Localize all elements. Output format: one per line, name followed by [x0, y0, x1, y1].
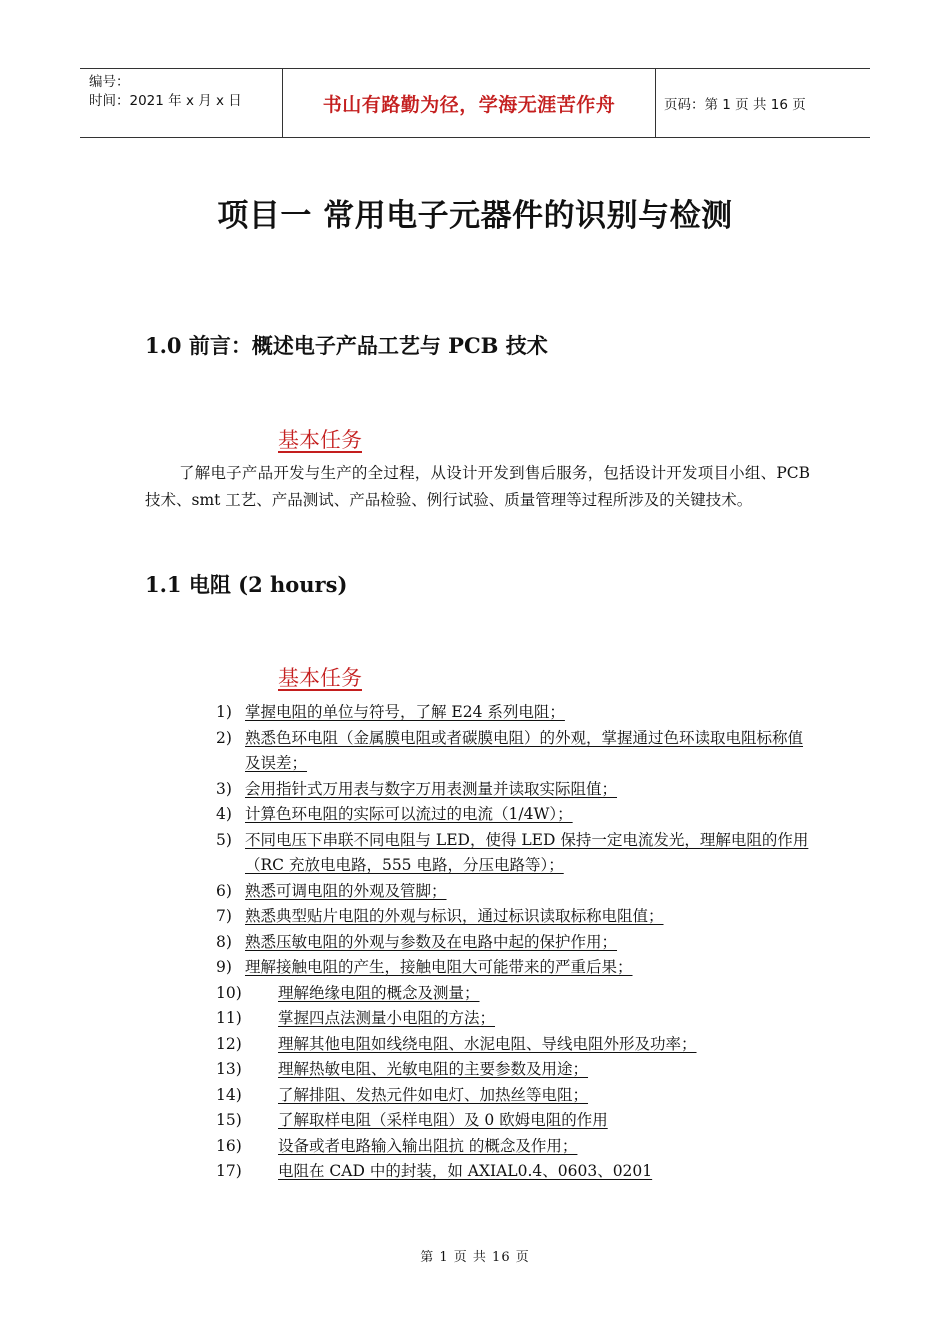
item-text: 设备或者电路输入输出阻抗 的概念及作用； [278, 1136, 578, 1155]
page-footer: 第 1 页 共 16 页 [420, 1250, 530, 1265]
list-item [216, 700, 816, 726]
item-text: 不同电压下串联不同电阻与 LED，使得 LED 保持一定电流发光，理解电阻的作用（RC 充放电电路，555 电路，分压电路等）； [245, 830, 809, 874]
section-1-0-task-heading: 基本任务 [278, 428, 362, 452]
list-item [216, 726, 816, 777]
item-text: 理解绝缘电阻的概念及测量； [278, 983, 480, 1002]
list-item [216, 828, 816, 879]
item-number: 1) [216, 703, 232, 721]
item-number: 10) [216, 983, 242, 1002]
list-item [216, 981, 816, 1007]
item-text: 掌握电阻的单位与符号，了解 E24 系列电阻； [245, 703, 565, 721]
item-text: 熟悉压敏电阻的外观与参数及在电路中起的保护作用； [245, 932, 618, 951]
item-number: 6) [216, 881, 232, 900]
item-text: 会用指针式万用表与数字万用表测量并读取实际阻值； [245, 779, 618, 798]
item-number: 8) [216, 932, 232, 951]
item-number: 9) [216, 958, 232, 976]
time-label: 时间：2021 年 x 月 x 日 [89, 93, 242, 109]
header-info-cell [80, 69, 282, 137]
item-text: 理解热敏电阻、光敏电阻的主要参数及用途； [278, 1060, 589, 1078]
item-text: 了解取样电阻（采样电阻）及 0 欧姆电阻的作用 [278, 1111, 608, 1129]
section-1-0-paragraph: 了解电子产品开发与生产的全过程，从设计开发到售后服务，包括设计开发项目小组、PCB 技术、smt 工艺、产品测试、产品检验、例行试验、质量管理等过程所涉及的关键技术。 [145, 464, 810, 509]
item-text: 了解排阻、发热元件如电灯、加热丝等电阻； [278, 1085, 589, 1104]
item-number: 17) [216, 1162, 242, 1180]
section-1-1-task-heading: 基本任务 [278, 666, 362, 690]
list-item [216, 1006, 816, 1032]
item-text: 理解接触电阻的产生，接触电阻大可能带来的严重后果； [245, 958, 633, 976]
item-number: 14) [216, 1085, 242, 1104]
item-text: 熟悉典型贴片电阻的外观与标识，通过标识读取标称电阻值； [245, 907, 664, 925]
item-number: 4) [216, 805, 232, 823]
list-item [216, 955, 816, 981]
task-list [216, 700, 816, 1185]
header-page-cell [664, 69, 870, 137]
list-item [216, 802, 816, 828]
document-title: 项目一 常用电子元器件的识别与检测 [217, 198, 733, 234]
page-label: 页码：第 1 页 共 16 页 [664, 97, 806, 113]
item-text: 熟悉可调电阻的外观及管脚； [245, 881, 447, 900]
header-table [80, 68, 870, 138]
item-number: 12) [216, 1034, 242, 1053]
list-item [216, 879, 816, 905]
item-number: 15) [216, 1111, 242, 1129]
list-item [216, 930, 816, 956]
header-motto-cell [282, 69, 656, 137]
section-1-0-heading: 1.0 前言：概述电子产品工艺与 PCB 技术 [145, 333, 548, 358]
item-number: 7) [216, 907, 232, 925]
list-item [216, 777, 816, 803]
list-item [216, 1108, 816, 1134]
list-item [216, 1134, 816, 1160]
item-text: 电阻在 CAD 中的封装，如 AXIAL0.4、0603、0201 [278, 1162, 653, 1180]
item-text: 计算色环电阻的实际可以流过的电流（1/4W）； [245, 805, 573, 823]
motto: 书山有路勤为径，学海无涯苦作舟 [322, 93, 616, 116]
item-number: 16) [216, 1136, 242, 1155]
list-item [216, 1159, 816, 1185]
list-item [216, 904, 816, 930]
item-number: 11) [216, 1009, 242, 1027]
item-number: 3) [216, 779, 232, 798]
serial-label: 编号： [89, 74, 130, 90]
item-text: 熟悉色环电阻（金属膜电阻或者碳膜电阻）的外观，掌握通过色环读取电阻标称值及误差； [245, 728, 804, 772]
item-number: 2) [216, 728, 232, 747]
item-text: 理解其他电阻如线绕电阻、水泥电阻、导线电阻外形及功率； [278, 1034, 697, 1053]
item-number: 13) [216, 1060, 242, 1078]
list-item [216, 1057, 816, 1083]
section-1-1-heading: 1.1 电阻 (2 hours) [145, 572, 348, 597]
item-number: 5) [216, 830, 232, 849]
list-item [216, 1032, 816, 1058]
item-text: 掌握四点法测量小电阻的方法； [278, 1009, 496, 1027]
list-item [216, 1083, 816, 1109]
